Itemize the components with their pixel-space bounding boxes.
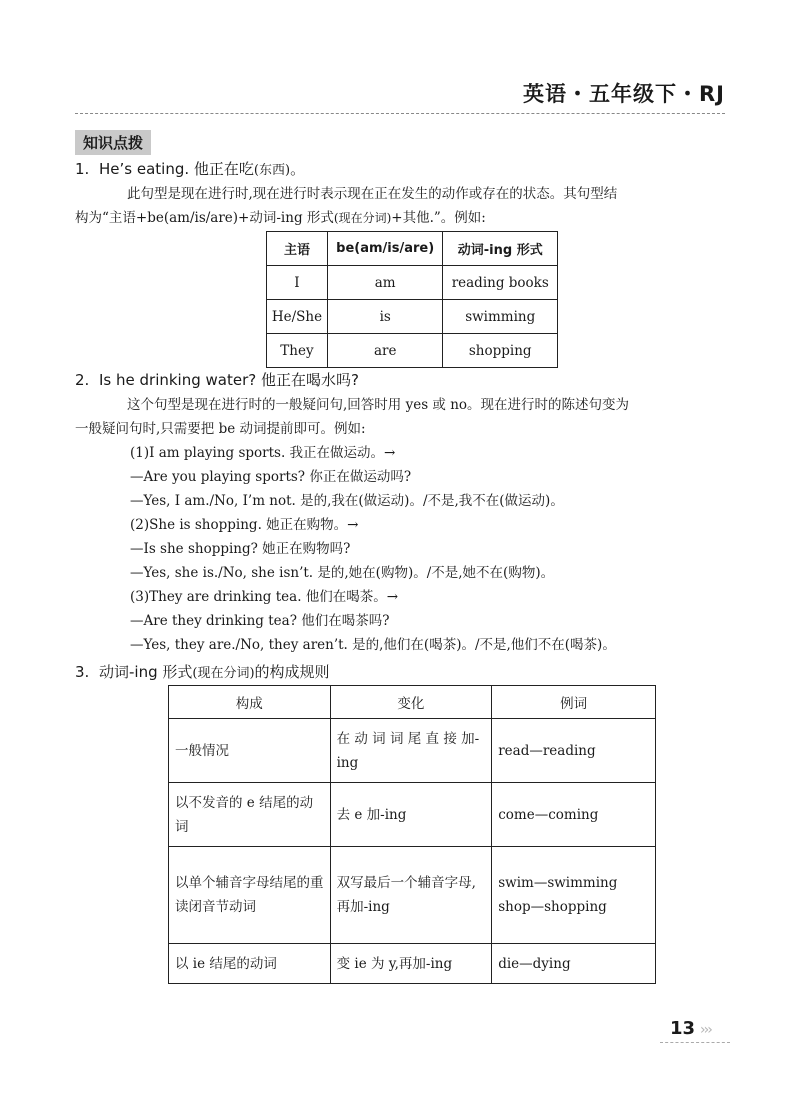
table-cell: swimming bbox=[443, 300, 558, 334]
table-cell: 以 ie 结尾的动词 bbox=[169, 944, 331, 984]
table-cell: 变 ie 为 y,再加-ing bbox=[330, 944, 492, 984]
page-header bbox=[75, 76, 725, 114]
table-row bbox=[169, 847, 656, 944]
table-cell: 以不发音的 e 结尾的动词 bbox=[169, 783, 331, 847]
table-row bbox=[169, 719, 656, 783]
table-cell: 去 e 加-ing bbox=[330, 783, 492, 847]
table-cell bbox=[492, 719, 656, 783]
item2-number: 2. bbox=[75, 371, 90, 389]
table-cell: shopping bbox=[443, 334, 558, 368]
table-cell: 一般情况 bbox=[169, 719, 331, 783]
header-divider bbox=[75, 113, 725, 114]
item1-note: (东西) bbox=[253, 163, 291, 178]
table-row bbox=[267, 266, 558, 300]
table-header: 构成 bbox=[169, 686, 331, 719]
table-row bbox=[169, 783, 656, 847]
table-cell: 双写最后一个辅音字母,再加-ing bbox=[330, 847, 492, 944]
example-word: read—reading bbox=[498, 742, 596, 759]
table-header: 例词 bbox=[492, 686, 656, 719]
ing-rules-table bbox=[168, 685, 656, 984]
item1-para2b: +其他.”。例如: bbox=[391, 210, 486, 226]
example-line: (1)I am playing sports. 我正在做运动。→ bbox=[130, 445, 396, 461]
table-row bbox=[267, 334, 558, 368]
item3-heading bbox=[75, 661, 330, 682]
example-line: —Is she shopping? 她正在购物吗? bbox=[130, 541, 351, 557]
sentence-structure-table bbox=[266, 231, 558, 368]
example-line: (3)They are drinking tea. 他们在喝茶。→ bbox=[130, 589, 399, 605]
item3-note: (现在分词) bbox=[192, 666, 255, 681]
table-cell: reading books bbox=[443, 266, 558, 300]
item3-number: 3. bbox=[75, 663, 90, 681]
page-arrows-icon: ››› bbox=[700, 1022, 711, 1038]
item1-para2a: 构为“主语+be(am/is/are)+动词-ing 形式 bbox=[75, 210, 334, 226]
table-header: 动词-ing 形式 bbox=[443, 232, 558, 266]
item1-title: He’s eating. 他正在吃 bbox=[99, 160, 254, 178]
item2-para2: 一般疑问句时,只需要把 be 动词提前即可。例如: bbox=[75, 421, 366, 437]
item2-para1: 这个句型是现在进行时的一般疑问句,回答时用 yes 或 no。现在进行时的陈述句变为 bbox=[127, 397, 630, 413]
table-cell: am bbox=[327, 266, 443, 300]
table-cell: I bbox=[267, 266, 328, 300]
table-header: 主语 bbox=[267, 232, 328, 266]
item3-title-b: 的构成规则 bbox=[254, 663, 330, 681]
footer-divider bbox=[660, 1042, 730, 1043]
item2-paragraph bbox=[75, 393, 725, 441]
table-header-row bbox=[267, 232, 558, 266]
example-line: —Yes, she is./No, she isn’t. 是的,她在(购物)。/不是,她不在(购物)。 bbox=[130, 565, 555, 581]
example-word: come—coming bbox=[498, 806, 599, 823]
item1-heading bbox=[75, 158, 305, 179]
example-line: (2)She is shopping. 她正在购物。→ bbox=[130, 517, 359, 533]
item1-para2-note: (现在分词) bbox=[333, 211, 392, 225]
item1-number: 1. bbox=[75, 160, 90, 178]
example-line: —Yes, I am./No, I’m not. 是的,我在(做运动)。/不是,我不在(做运动)。 bbox=[130, 493, 564, 509]
item2-title: Is he drinking water? 他正在喝水吗? bbox=[99, 371, 359, 389]
table-cell bbox=[492, 847, 656, 944]
example-line: —Yes, they are./No, they aren’t. 是的,他们在(喝茶)。/不是,他们不在(喝茶)。 bbox=[130, 637, 616, 653]
table-row bbox=[169, 944, 656, 984]
item3-title-a: 动词-ing 形式 bbox=[99, 663, 193, 681]
table-header: 变化 bbox=[330, 686, 492, 719]
table-cell: 以单个辅音字母结尾的重读闭音节动词 bbox=[169, 847, 331, 944]
example-word: shop—shopping bbox=[498, 899, 607, 915]
header-title: 英语・五年级下・RJ bbox=[523, 82, 725, 106]
section-tag: 知识点拨 bbox=[75, 130, 151, 155]
table-header: be(am/is/are) bbox=[327, 232, 443, 266]
table-cell bbox=[492, 783, 656, 847]
example-word: die—dying bbox=[498, 955, 571, 972]
table-cell: He/She bbox=[267, 300, 328, 334]
table-row bbox=[267, 300, 558, 334]
example-line: —Are they drinking tea? 他们在喝茶吗? bbox=[130, 613, 390, 629]
example-word: swim—swimming bbox=[498, 875, 618, 891]
table-header-row bbox=[169, 686, 656, 719]
item1-paragraph bbox=[75, 182, 725, 230]
item1-end: 。 bbox=[290, 160, 306, 178]
table-cell: They bbox=[267, 334, 328, 368]
item2-heading bbox=[75, 369, 359, 390]
table-cell: are bbox=[327, 334, 443, 368]
table-cell: is bbox=[327, 300, 443, 334]
table-cell bbox=[492, 944, 656, 984]
item1-para1: 此句型是现在进行时,现在进行时表示现在正在发生的动作或存在的状态。其句型结 bbox=[127, 186, 618, 202]
page-number: 13 bbox=[670, 1018, 696, 1039]
table-cell: 在 动 词 词 尾 直 接 加-ing bbox=[330, 719, 492, 783]
example-line: —Are you playing sports? 你正在做运动吗? bbox=[130, 469, 412, 485]
